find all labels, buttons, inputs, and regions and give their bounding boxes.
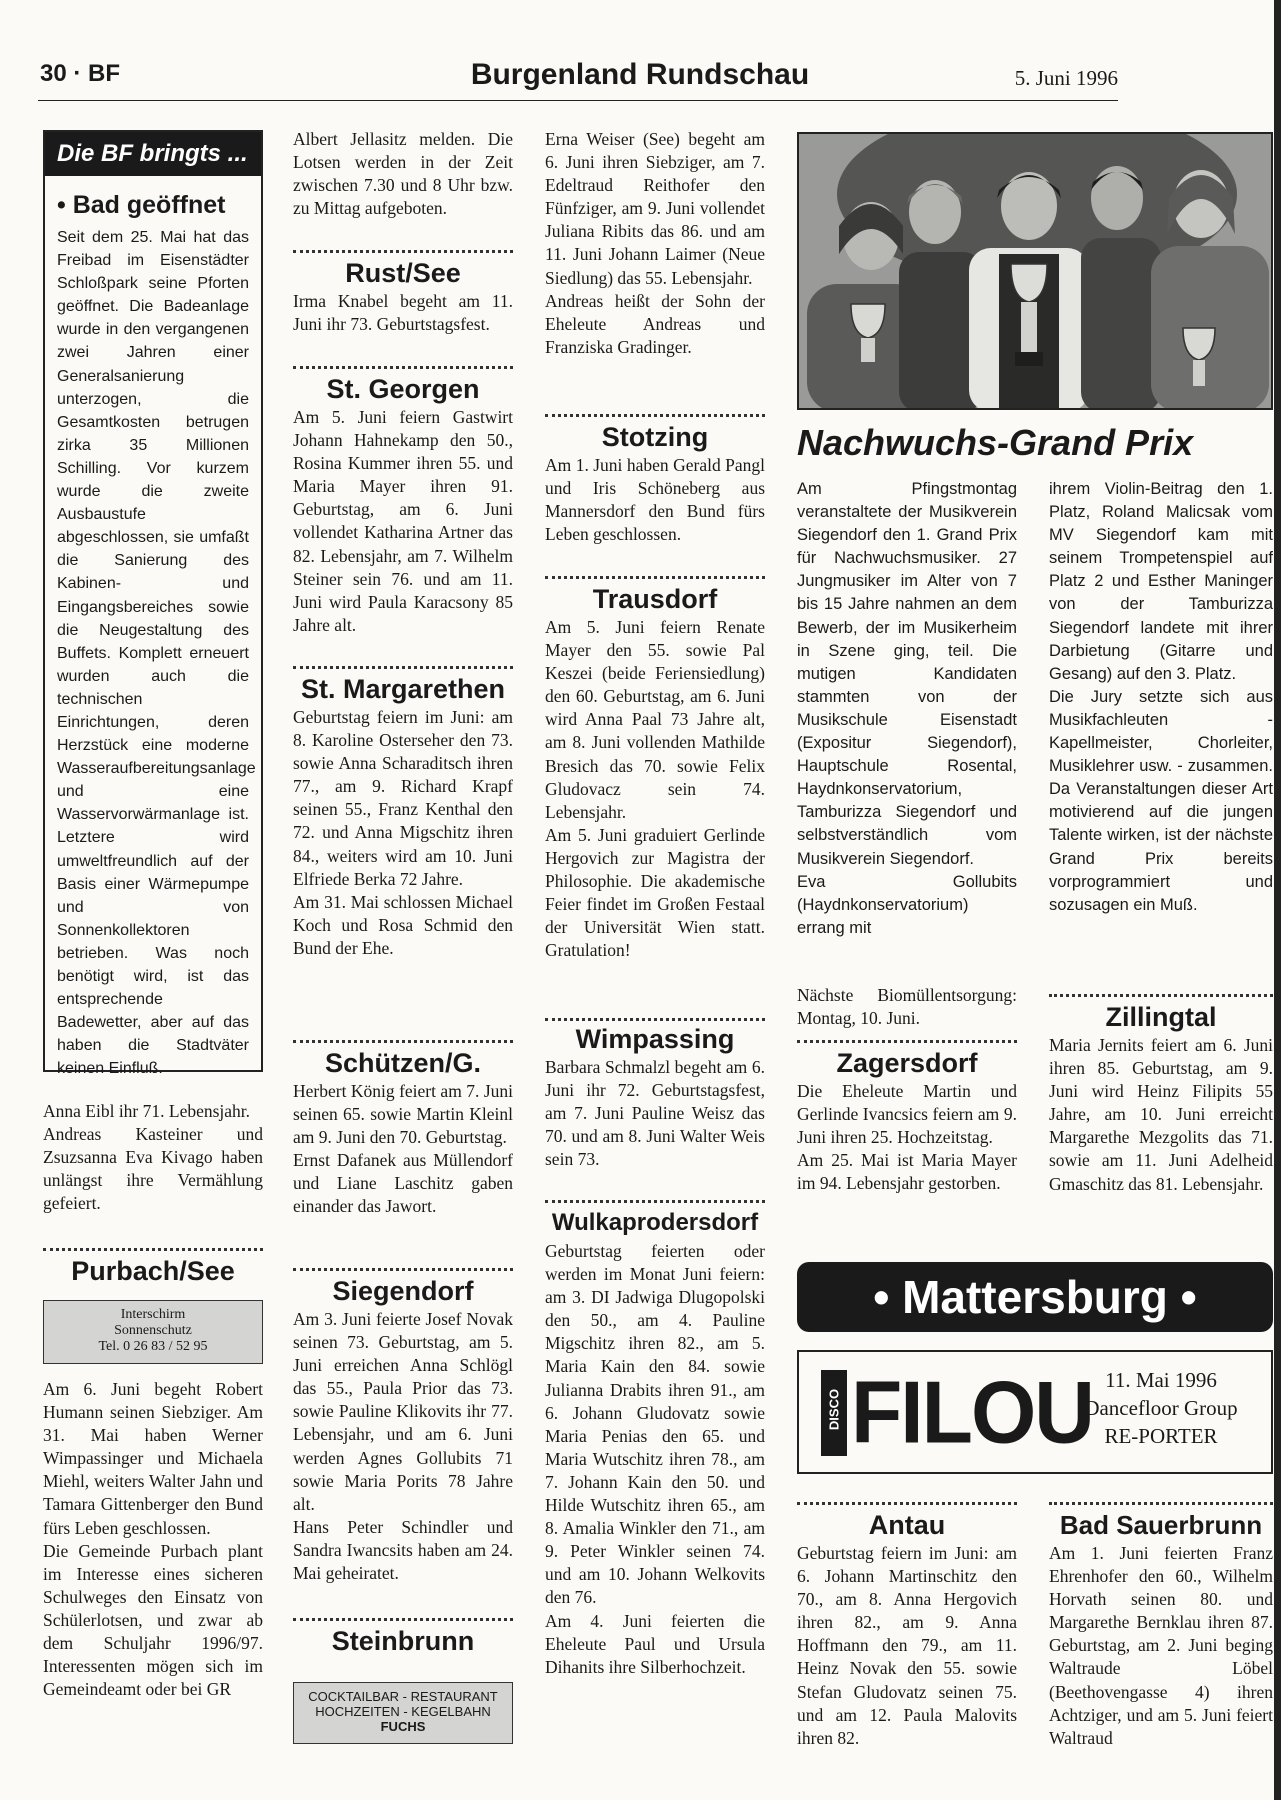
article-paragraph: Am 5. Juni feiern Renate Mayer den 55. sowie Pal Keszei (beide Feriensiedlung) den 60. Geburtstag, am 6. Juni wird Anna Paal 73 Jahre alt, am 8. Juni vollenden Mathilde Bresich das 70. sowie Felix Gludovacz sein 74. Lebensjahr. — [545, 617, 765, 822]
advert-interschirm — [43, 1300, 263, 1364]
section-divider — [293, 250, 513, 253]
article-paragraph: Nächste Biomüllentsorgung: Montag, 10. Juni. — [797, 985, 1017, 1029]
advert-fuchs — [293, 1682, 513, 1744]
section-heading-st-georgen: St. Georgen — [326, 374, 480, 404]
section-divider — [293, 1268, 513, 1271]
purbach-article — [43, 1378, 263, 1701]
bf-box-heading: • Bad geöffnet — [57, 191, 226, 219]
section-divider — [293, 366, 513, 369]
section-heading-wulkaprodersdorf: Wulkaprodersdorf — [551, 1209, 759, 1236]
advert-line: HOCHZEITEN - KEGELBAHN — [315, 1704, 491, 1719]
antau-article — [797, 1542, 1017, 1750]
filou-logo — [821, 1362, 1093, 1462]
trausdorf-article — [545, 616, 765, 962]
article-paragraph: Hans Peter Schindler und Sandra Iwancsits haben am 24. Mai geheiratet. — [293, 1516, 513, 1584]
feature-column-2 — [1049, 478, 1273, 917]
article-paragraph: Am 1. Juni haben Gerald Pangl und Iris Schöneberg aus Mannersdorf den Bund fürs Leben geschlossen. — [545, 455, 765, 545]
advert-line: COCKTAILBAR - RESTAURANT — [308, 1689, 498, 1704]
article-paragraph: ihrem Violin-Beitrag den 1. Platz, Roland Malicsak vom MV Siegendorf kam mit seinem Trompetenspiel auf Platz 2 und Esther Maninger von der Tamburizza Siegendorf landete mit ihrer Darbietung (Gitarre und Gesang) auf den 3. Platz. — [1049, 480, 1273, 683]
photo-illustration — [799, 134, 1273, 410]
feature-title: Nachwuchs-Grand Prix — [797, 422, 1194, 463]
continued-text: Albert Jellasitz melden. Die Lotsen werden in der Zeit zwischen 7.30 und 8 Uhr bzw. zu Mittag aufgeboten. — [293, 129, 513, 219]
header-rule — [38, 100, 1118, 101]
filou-event — [1055, 1366, 1267, 1450]
article-paragraph: Am 4. Juni feierten die Eheleute Paul und Ursula Dihanits ihre Silberhochzeit. — [545, 1610, 765, 1677]
bf-box — [43, 130, 263, 1078]
event-line: Dancefloor Group — [1084, 1396, 1238, 1420]
rust-article — [293, 290, 513, 336]
article-paragraph: Geburtstag feierten oder werden im Monat Juni feiern: am 3. DI Jadwiga Dlugopolski den 50., am 4. Pauline Migschitz ihren 82., am 5. Maria Kain den 84. sowie Julianna Drabits ihren 91., am 6. Johann Gludovatz sowie Maria Penias den 65. und Maria Wutschitz ihren 78., am 7. Johann Kain den 50. und Hilde Wutschitz ihren 65., am 8. Amalia Winkler den 71., am 9. Peter Winkler seinen 74. und am 10. Johann Welkovits den 76. — [545, 1241, 765, 1608]
section-heading-antau: Antau — [868, 1510, 946, 1540]
article-paragraph: Irma Knabel begeht am 11. Juni ihr 73. Geburtstagsfest. — [293, 291, 513, 335]
issue-date: 5. Juni 1996 — [1014, 66, 1118, 90]
zagersdorf-article — [797, 1080, 1017, 1195]
article-paragraph: Am Pfingstmontag veranstaltete der Musikverein Siegendorf den 1. Grand Prix für Nachwuchsmusiker. 27 Jungmusiker im Alter von 7 bis 15 Jahre nahmen an dem Bewerb, der im Musikerheim in Szene ging, teil. Die mutigen Kandidaten stammten von der Musikschule Eisenstadt (Expositur Siegendorf), Hauptschule Rosental, Haydnkonservatorium, Tamburizza Siegendorf und selbstverständlich vom Musikverein Siegendorf. — [797, 480, 1017, 868]
article-paragraph: Herbert König feiert am 7. Juni seinen 65. sowie Martin Kleinl am 9. Juni den 70. Geburtstag. — [293, 1081, 513, 1148]
column-1-lower — [43, 1100, 263, 1215]
filou-logo-small: DISCO — [826, 1388, 842, 1431]
article-paragraph: Ernst Dafanek aus Müllendorf und Liane Laschitz gaben einander das Jawort. — [293, 1150, 513, 1217]
advert-line: Sonnenschutz — [114, 1323, 192, 1338]
wulkaprodersdorf-article — [545, 1240, 765, 1679]
advert-line: FUCHS — [380, 1719, 426, 1734]
filou-logo-text: FILOU — [851, 1362, 1093, 1462]
newspaper-title: Burgenland Rundschau — [470, 58, 810, 91]
section-divider — [293, 1618, 513, 1621]
section-heading-steinbrunn: Steinbrunn — [331, 1626, 475, 1656]
continued-text: Andreas heißt der Sohn der Eheleute Andreas und Franziska Gradinger. — [545, 290, 765, 357]
article-paragraph: Am 6. Juni begeht Robert Humann seinen Siebziger. Am 31. Mai haben Werner Wimpassinger und Michaela Miehl, weiters Walter Jahn und Tamara Gittenberger den Bund fürs Leben geschlossen. — [43, 1379, 263, 1538]
continued-text: Andreas Kasteiner und Zsuzsanna Eva Kivago haben unlängst ihre Vermählung gefeiert. — [43, 1124, 263, 1214]
section-divider — [43, 1248, 263, 1251]
event-date: 11. Mai 1996 — [1105, 1368, 1217, 1392]
advert-line: Interschirm — [120, 1307, 186, 1322]
section-divider — [545, 1018, 765, 1021]
section-heading-zillingtal: Zillingtal — [1105, 1002, 1217, 1032]
st-georgen-article — [293, 406, 513, 637]
mattersburg-banner: • Mattersburg • — [797, 1262, 1273, 1332]
article-paragraph: Am 31. Mai schlossen Michael Koch und Rosa Schmid den Bund der Ehe. — [293, 891, 513, 958]
article-paragraph: Am 3. Juni feierte Josef Novak seinen 73. Geburtstag, am 5. Juni erreichen Anna Schlögl das 55., Paula Prior das 73. sowie Pauline Klikovits ihr 77. Lebensjahr, und am 6. Juni werden Agnes Gollubits 71 sowie Maria Porits 78 Jahre alt. — [293, 1309, 513, 1514]
article-paragraph: Eva Gollubits (Haydnkonservatorium) errang mit — [797, 872, 1017, 937]
wimpassing-article — [545, 1056, 765, 1171]
article-paragraph: Die Gemeinde Purbach plant im Interesse eines sicheren Schulweges den Einsatz von Schülerlotsen, und zwar ab dem Schuljahr 1996/97. Interessenten mögen sich im Gemeindeamt oder bei GR — [43, 1540, 263, 1700]
section-divider — [293, 1040, 513, 1043]
event-line: RE-PORTER — [1104, 1424, 1218, 1448]
section-divider — [1049, 994, 1273, 997]
continued-text: Erna Weiser (See) begeht am 6. Juni ihren Siebziger, am 7. Edeltraud Reithofer den Fünfziger, am 9. Juni vollendet Juliana Ribits das 86. und am 11. Juni Johann Laimer (Neue Siedlung) das 55. Lebensjahr. — [545, 129, 765, 288]
article-paragraph: Maria Jernits feiert am 6. Juni ihren 85. Geburtstag, am 9. Juni wird Heinz Filipits 55 Jahre, am 10. Juni erreicht Margarethe Mezgolits das 71. sowie am 11. Juni Adelheid Gmaschitz das 81. Lebensjahr. — [1049, 1035, 1273, 1194]
bad-sauerbrunn-article — [1049, 1542, 1273, 1750]
article-paragraph: Die Eheleute Martin und Gerlinde Ivancsics feiern am 9. Juni ihren 25. Hochzeitstag. — [797, 1081, 1017, 1148]
page-binding-edge — [1274, 0, 1281, 1800]
section-divider — [545, 1200, 765, 1203]
column-3 — [545, 128, 765, 359]
feature-column-1 — [797, 478, 1017, 940]
schuetzen-article — [293, 1080, 513, 1219]
article-paragraph: Geburtstag feiern im Juni: am 8. Karoline Osterseher den 73. sowie Anna Scharaditsch ihren 77., am 9. Richard Krapf seinen 55., Franz Kenthal den 72. und Anna Migschitz ihren 84., weiters wird am 10. Juni Elfriede Berka 72 Jahre. — [293, 707, 513, 889]
section-divider — [1049, 1502, 1273, 1505]
article-paragraph: Geburtstag feiern im Juni: am 6. Johann Martinschitz den 70., am 8. Anna Hergovich ihren 82., am 9. Anna Hoffmann den 79., am 11. Heinz Novak den 55. sowie Stefan Gludovatz seinen 75. und am 12. Paula Malovits ihren 82. — [797, 1543, 1017, 1748]
article-paragraph: Am 5. Juni graduiert Gerlinde Hergovich zur Magistra der Philosophie. Die akademische Feier findet im Großen Festaal der Universität Wien statt. Gratulation! — [545, 824, 765, 961]
section-heading-bad-sauerbrunn: Bad Sauerbrunn — [1059, 1510, 1263, 1540]
article-paragraph: Barbara Schmalzl begeht am 6. Juni ihr 72. Geburtstagsfest, am 7. Juni Pauline Weisz das 70. und am 8. Juni Walter Weis sein 73. — [545, 1057, 765, 1170]
article-paragraph: Die Jury setzte sich aus Musikfachleuten - Kapellmeister, Chorleiter, Musiklehrer usw. - zusammen. Da Veranstaltungen dieser Art motivierend auf die jungen Talente wirken, ist der nächste Grand Prix bereits vorprogrammiert und sozusagen ein Muß. — [1049, 687, 1273, 914]
section-divider — [797, 1502, 1017, 1505]
section-heading-stotzing: Stotzing — [601, 422, 709, 452]
st-margarethen-article — [293, 706, 513, 960]
article-paragraph: Am 1. Juni feierten Franz Ehrenhofer den 60., Wilhelm Horvath seinen 80. und Margarethe Bernklau ihren 87. Geburtstag, am 2. Juni beging Waltraude Löbel (Beethovengasse 4) ihren Achtziger, und am 5. Juni feiert Waltraud — [1049, 1543, 1273, 1748]
section-heading-wimpassing: Wimpassing — [575, 1024, 735, 1054]
advert-line: Tel. 0 26 83 / 52 95 — [98, 1339, 208, 1354]
photo-prize-winners — [797, 132, 1273, 410]
siegendorf-article — [293, 1308, 513, 1585]
bf-box-text: Seit dem 25. Mai hat das Freibad im Eisenstädter Schloßpark seine Pforten geöffnet. Die Badeanlage wurde in den vergangenen zwei Jahren einer Generalsanierung unterzogen, die Gesamtkosten betrugen zirka 35 Millionen Schilling. Vor kurzem wurde die zweite Ausbaustufe abgeschlossen, sie umfaßt die Sanierung des Kabinen- und Eingangsbereiches sowie die Neugestaltung des Buffets. Komplett erneuert wurden auch die technischen Einrichtungen, deren Herzstück eine moderne Wasseraufbereitungsanlage und eine Wasservorwärmanlage ist. Letztere wird umweltfreundlich auf der Basis einer Wärmepumpe und von Sonnenkollektoren betrieben. Was noch benötigt wird, ist das entsprechende Badewetter, aber auf das haben die Stadtväter keinen Einfluß. — [57, 229, 256, 1078]
continued-text: Anna Eibl ihr 71. Lebensjahr. — [43, 1101, 251, 1121]
column-2 — [293, 128, 513, 220]
section-divider — [545, 414, 765, 417]
section-heading-schuetzen: Schützen/G. — [324, 1048, 481, 1078]
section-divider — [545, 576, 765, 579]
section-heading-purbach: Purbach/See — [71, 1256, 235, 1286]
page-folio: 30 · BF — [40, 60, 121, 87]
stotzing-article — [545, 454, 765, 546]
section-divider — [797, 1040, 1017, 1043]
zillingtal-article — [1049, 1034, 1273, 1196]
article-paragraph: Am 5. Juni feiern Gastwirt Johann Hahnekamp den 50., Rosina Kummer ihren 55. und Maria Mayer ihren 91. Geburtstag, am 6. Juni vollendet Katharina Artner das 82. Lebensjahr, am 7. Wilhelm Steiner sein 76. und am 11. Juni wird Paula Karacsony 85 Jahre alt. — [293, 407, 513, 635]
article-paragraph: Am 25. Mai ist Maria Mayer im 94. Lebensjahr gestorben. — [797, 1150, 1017, 1194]
advert-disco-filou — [797, 1350, 1273, 1474]
section-heading-trausdorf: Trausdorf — [592, 584, 718, 614]
section-heading-siegendorf: Siegendorf — [332, 1276, 474, 1306]
biomuell-notice — [797, 984, 1017, 1030]
section-heading-rust: Rust/See — [345, 258, 461, 288]
bf-box-title: Die BF bringts ... — [45, 132, 261, 176]
section-heading-st-margarethen: St. Margarethen — [300, 674, 506, 704]
section-heading-zagersdorf: Zagersdorf — [836, 1048, 978, 1078]
section-divider — [293, 666, 513, 669]
